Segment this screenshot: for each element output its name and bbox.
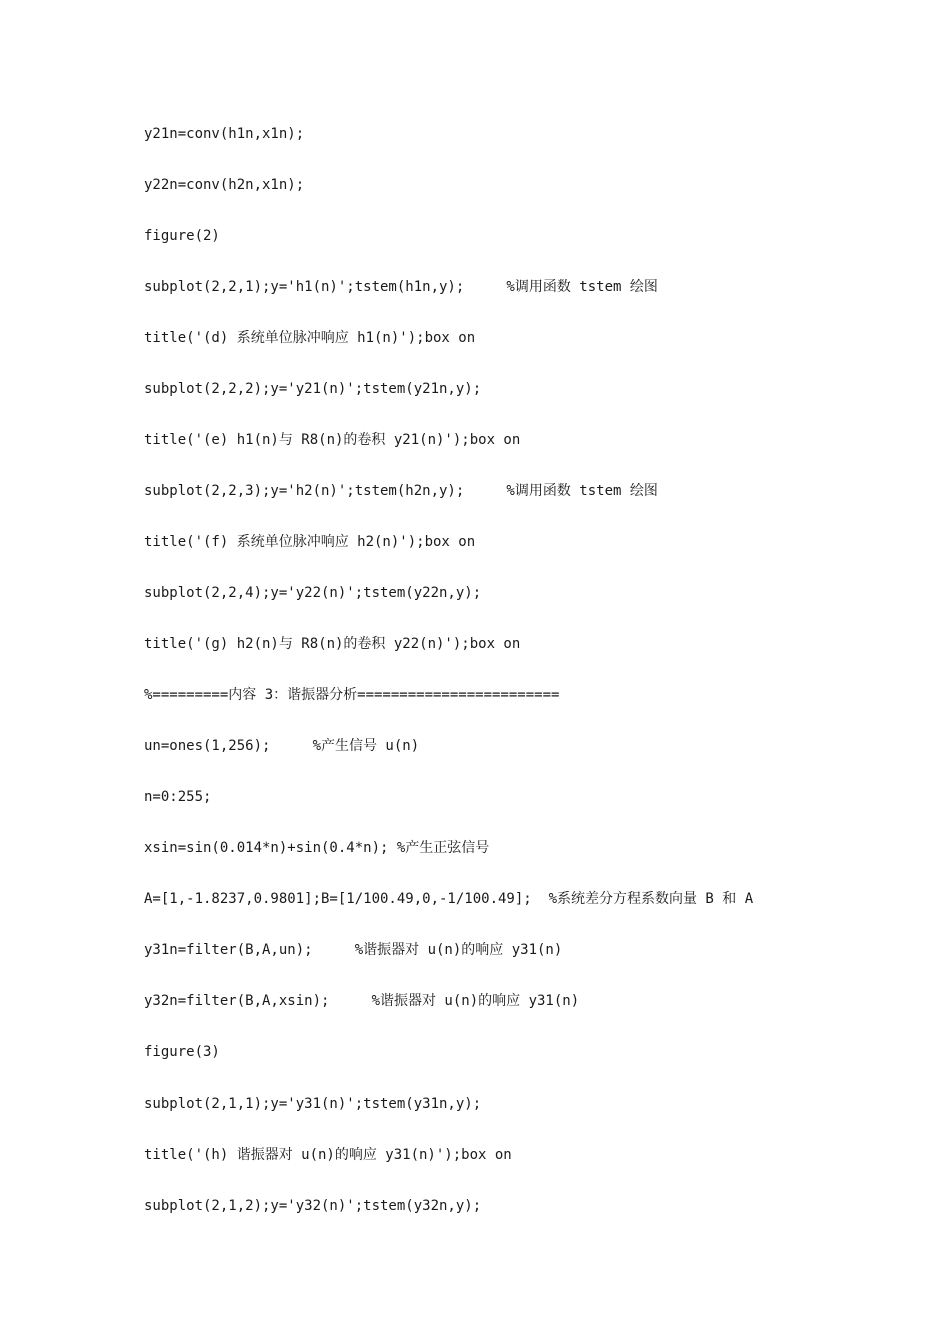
code-line: un=ones(1,256); %产生信号 u(n) xyxy=(144,738,420,754)
code-line: %=========内容 3：谐振器分析======================== xyxy=(144,687,560,703)
code-line: figure(3) xyxy=(144,1044,220,1060)
code-line: A=[1,-1.8237,0.9801];B=[1/100.49,0,-1/100.49]; %系统差分方程系数向量 B 和 A xyxy=(144,891,754,907)
code-line: y22n=conv(h2n,x1n); xyxy=(144,177,305,193)
code-line: y21n=conv(h1n,x1n); xyxy=(144,126,305,142)
code-line: title('(g) h2(n)与 R8(n)的卷积 y22(n)');box on xyxy=(144,636,521,652)
code-line: y31n=filter(B,A,un); %谐振器对 u(n)的响应 y31(n) xyxy=(144,942,563,958)
code-line: title('(f) 系统单位脉冲响应 h2(n)');box on xyxy=(144,534,476,550)
code-line: subplot(2,1,2);y='y32(n)';tstem(y32n,y); xyxy=(144,1198,482,1214)
code-line: title('(e) h1(n)与 R8(n)的卷积 y21(n)');box on xyxy=(144,432,521,448)
code-line: subplot(2,2,1);y='h1(n)';tstem(h1n,y); %调用函数 tstem 绘图 xyxy=(144,279,658,295)
code-line: subplot(2,1,1);y='y31(n)';tstem(y31n,y); xyxy=(144,1096,482,1112)
code-line: figure(2) xyxy=(144,228,220,244)
code-line: xsin=sin(0.014*n)+sin(0.4*n); %产生正弦信号 xyxy=(144,840,490,856)
code-line: y32n=filter(B,A,xsin); %谐振器对 u(n)的响应 y31(n) xyxy=(144,993,580,1009)
code-line: subplot(2,2,2);y='y21(n)';tstem(y21n,y); xyxy=(144,381,482,397)
code-line: subplot(2,2,3);y='h2(n)';tstem(h2n,y); %调用函数 tstem 绘图 xyxy=(144,483,658,499)
code-line: title('(d) 系统单位脉冲响应 h1(n)');box on xyxy=(144,330,476,346)
code-line: title('(h) 谐振器对 u(n)的响应 y31(n)');box on xyxy=(144,1147,512,1163)
code-line: n=0:255; xyxy=(144,789,212,805)
code-line: subplot(2,2,4);y='y22(n)';tstem(y22n,y); xyxy=(144,585,482,601)
